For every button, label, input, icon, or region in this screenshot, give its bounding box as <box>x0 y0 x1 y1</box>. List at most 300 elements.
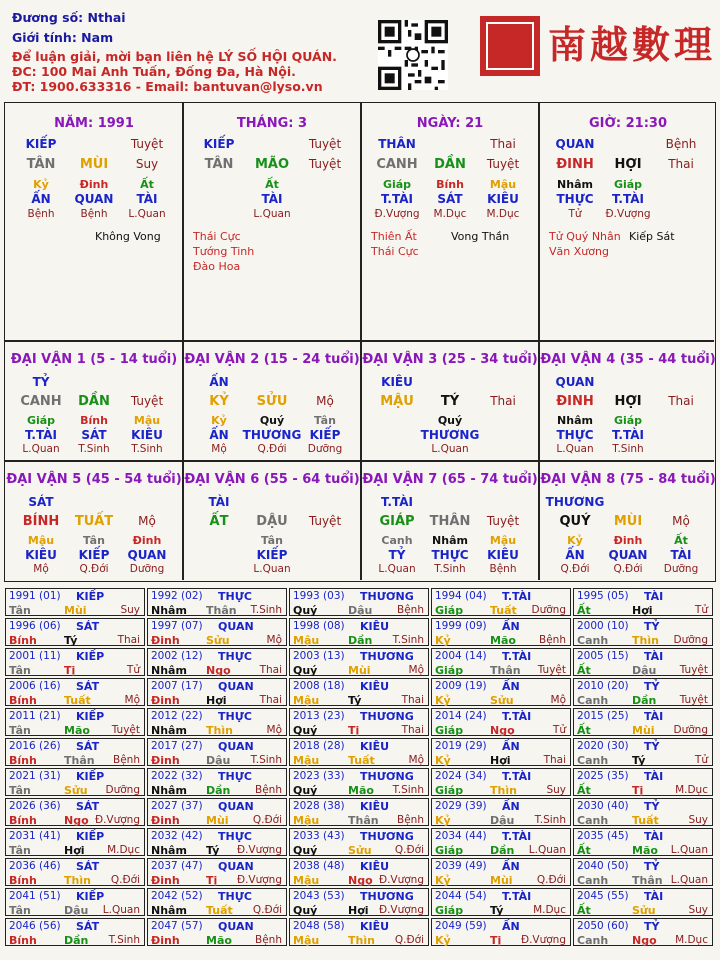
year-branch: Sửu <box>348 844 372 857</box>
hidden-life: Tử <box>568 208 582 220</box>
year-label: 2016 (26) <box>9 740 61 752</box>
year-cell <box>147 618 287 646</box>
hidden-god: SÁT <box>437 192 463 206</box>
year-branch: Dần <box>632 694 657 707</box>
year-cell <box>147 678 287 706</box>
year-cell <box>573 798 713 826</box>
year-label: 2032 (42) <box>151 830 203 842</box>
hidden-stem: Tân <box>261 534 283 547</box>
year-cell <box>289 708 429 736</box>
year-god: ẤN <box>502 800 520 813</box>
dai-van-title: ĐẠI VẬN 7 (65 - 74 tuổi) <box>362 472 538 487</box>
year-phase: Thai <box>117 634 140 646</box>
year-stem: Giáp <box>435 604 464 617</box>
phone-email-line: ĐT: 1900.633316 - Email: bantuvan@lyso.vn <box>12 79 323 94</box>
year-god: KIẾP <box>76 590 105 603</box>
hidden-stem: Ất <box>140 178 154 191</box>
year-phase: Thai <box>401 694 424 706</box>
year-phase: Suy <box>120 604 140 616</box>
year-branch: Ngọ <box>206 664 231 677</box>
pillar-phase: Tuyệt <box>308 157 342 171</box>
pillar-phase: Tuyệt <box>486 157 520 171</box>
hidden-god: QUAN <box>74 192 114 206</box>
year-god: KIẾP <box>76 710 105 723</box>
year-cell <box>147 918 287 946</box>
year-stem: Mậu <box>293 634 320 647</box>
dai-van-stem: QUÝ <box>559 514 591 529</box>
year-cell <box>573 858 713 886</box>
year-branch: Mùi <box>206 814 229 827</box>
year-branch: Thìn <box>64 874 91 887</box>
year-phase: Đ.Vượng <box>94 814 140 826</box>
pillar-stem: CANH <box>376 157 418 172</box>
year-phase: Suy <box>688 904 708 916</box>
year-god: SÁT <box>76 920 100 933</box>
hidden-life: L.Quan <box>22 443 60 455</box>
year-phase: Mộ <box>408 754 424 766</box>
dai-van-branch: DẬU <box>256 514 288 529</box>
hidden-god: KIÊU <box>487 548 519 562</box>
dai-van-title: ĐẠI VẬN 8 (75 - 84 tuổi) <box>540 472 716 487</box>
year-label: 2041 (51) <box>9 890 61 902</box>
year-cell <box>5 858 145 886</box>
year-cell <box>5 678 145 706</box>
year-branch: Tý <box>206 844 220 857</box>
year-phase: T.Sinh <box>108 934 140 946</box>
year-branch: Tị <box>490 934 502 947</box>
year-stem: Tân <box>9 844 31 857</box>
year-phase: Bệnh <box>539 634 566 646</box>
hidden-god: THỰC <box>556 428 594 442</box>
pillar-cell <box>5 103 183 340</box>
hidden-life: Đ.Vượng <box>605 208 651 220</box>
year-label: 2006 (16) <box>9 680 61 692</box>
hidden-god: QUAN <box>608 548 648 562</box>
year-cell <box>147 828 287 856</box>
hidden-stem: Tân <box>314 414 336 427</box>
year-stem: Nhâm <box>151 724 187 737</box>
year-phase: Bệnh <box>397 604 424 616</box>
year-god: ẤN <box>502 740 520 753</box>
year-branch: Sửu <box>490 694 514 707</box>
star-left: Thiên Ất <box>371 230 417 243</box>
year-branch: Sửu <box>64 784 88 797</box>
year-branch: Sửu <box>632 904 656 917</box>
year-god: THỰC <box>218 830 252 843</box>
year-label: 2009 (19) <box>435 680 487 692</box>
year-god: TỶ <box>644 800 660 813</box>
hidden-god: T.TÀI <box>612 192 644 206</box>
year-label: 2031 (41) <box>9 830 61 842</box>
dai-van-branch: TUẤT <box>74 514 114 529</box>
year-label: 2049 (59) <box>435 920 487 932</box>
year-stem: Canh <box>577 634 609 647</box>
year-cell <box>147 798 287 826</box>
year-stem: Ất <box>577 724 591 737</box>
hidden-god: T.TÀI <box>25 428 57 442</box>
year-god: THƯƠNG <box>360 650 414 663</box>
year-label: 2000 (10) <box>577 620 629 632</box>
year-stem: Giáp <box>435 784 464 797</box>
year-label: 1995 (05) <box>577 590 629 602</box>
year-god: QUAN <box>218 920 254 933</box>
hidden-life: Dưỡng <box>129 563 165 575</box>
year-cell <box>289 768 429 796</box>
year-stem: Quý <box>293 604 318 617</box>
year-label: 2042 (52) <box>151 890 203 902</box>
hidden-life: T.Sinh <box>612 443 644 455</box>
hidden-god: THƯƠNG <box>242 428 302 442</box>
dai-van-title: ĐẠI VẬN 6 (55 - 64 tuổi) <box>184 472 360 487</box>
year-cell <box>431 588 571 616</box>
year-phase: Đ.Vượng <box>236 844 282 856</box>
year-phase: Tuyệt <box>679 664 708 676</box>
year-label: 1991 (01) <box>9 590 61 602</box>
hidden-stem: Mậu <box>489 178 517 191</box>
year-phase: Tử <box>694 754 708 766</box>
hidden-god: KIÊU <box>487 192 519 206</box>
dai-van-phase: Mộ <box>672 514 690 528</box>
year-cell <box>573 648 713 676</box>
dai-van-god: QUAN <box>555 375 595 389</box>
year-stem: Nhâm <box>151 904 187 917</box>
year-cell <box>431 828 571 856</box>
pillar-branch: DẦN <box>434 157 466 172</box>
logo-title: 南越數理 <box>547 22 716 67</box>
year-god: SÁT <box>76 860 100 873</box>
year-stem: Kỷ <box>435 634 451 647</box>
year-branch: Dậu <box>632 664 657 677</box>
year-phase: Tử <box>552 724 566 736</box>
year-cell <box>573 618 713 646</box>
year-phase: Dưỡng <box>673 724 708 736</box>
hidden-god: THỰC <box>431 548 469 562</box>
year-label: 2019 (29) <box>435 740 487 752</box>
year-branch: Thân <box>490 664 521 677</box>
year-god: TÀI <box>644 770 664 783</box>
year-god: THỰC <box>218 590 252 603</box>
year-phase: Suy <box>688 814 708 826</box>
year-cell <box>5 618 145 646</box>
year-branch: Tuất <box>206 904 233 917</box>
year-stem: Bính <box>9 694 37 707</box>
pillar-title: NGÀY: 21 <box>416 116 484 131</box>
pillar-god: THÂN <box>378 137 416 151</box>
year-branch: Mùi <box>632 724 655 737</box>
year-stem: Giáp <box>435 724 464 737</box>
hidden-life: Đ.Vượng <box>374 208 420 220</box>
year-god: THỰC <box>218 650 252 663</box>
hidden-god: KIẾP <box>256 548 288 562</box>
year-god: KIẾP <box>76 890 105 903</box>
hidden-stem: Quý <box>437 414 463 427</box>
year-phase: T.Sinh <box>534 814 566 826</box>
year-god: TỶ <box>644 680 660 693</box>
year-label: 2024 (34) <box>435 770 487 782</box>
year-branch: Thân <box>632 874 663 887</box>
dai-van-cell <box>183 462 361 580</box>
dai-van-phase: Tuyệt <box>486 514 520 528</box>
year-stem: Quý <box>293 844 318 857</box>
year-cell <box>289 858 429 886</box>
year-branch: Ngọ <box>348 874 373 887</box>
hidden-life: L.Quan <box>431 443 469 455</box>
year-phase: Thai <box>259 664 282 676</box>
hidden-stem: Bính <box>436 178 464 191</box>
year-label: 1992 (02) <box>151 590 203 602</box>
year-god: THỰC <box>218 890 252 903</box>
year-cell <box>431 888 571 916</box>
year-cell <box>431 858 571 886</box>
year-label: 2021 (31) <box>9 770 61 782</box>
year-stem: Đinh <box>151 934 180 947</box>
year-god: T.TÀI <box>502 890 532 903</box>
pillar-branch: MÃO <box>254 157 290 172</box>
dai-van-branch: DẦN <box>78 394 110 409</box>
year-stem: Đinh <box>151 694 180 707</box>
year-cell <box>573 768 713 796</box>
year-cell <box>573 918 713 946</box>
year-stem: Đinh <box>151 754 180 767</box>
star-left: Văn Xương <box>549 245 609 258</box>
year-label: 2013 (23) <box>293 710 345 722</box>
year-phase: Q.Đới <box>252 814 282 826</box>
pillar-branch: MÙI <box>79 157 109 172</box>
year-cell <box>289 648 429 676</box>
year-label: 2038 (48) <box>293 860 345 872</box>
year-branch: Dần <box>348 634 373 647</box>
hidden-stem: Kỷ <box>211 414 227 427</box>
year-cell <box>289 738 429 766</box>
hidden-god: KIÊU <box>131 428 163 442</box>
year-phase: Tuyệt <box>679 694 708 706</box>
year-stem: Mậu <box>293 874 320 887</box>
year-label: 1993 (03) <box>293 590 345 602</box>
year-label: 2047 (57) <box>151 920 203 932</box>
year-branch: Tuất <box>632 814 659 827</box>
hidden-stem: Ất <box>674 534 688 547</box>
hidden-god: ẤN <box>209 428 229 442</box>
hidden-life: L.Quan <box>253 563 291 575</box>
hidden-stem: Quý <box>259 414 285 427</box>
year-cell <box>5 798 145 826</box>
hidden-life: Mộ <box>211 443 227 455</box>
hidden-god: T.TÀI <box>381 192 413 206</box>
year-phase: Thai <box>543 754 566 766</box>
year-stem: Quý <box>293 904 318 917</box>
year-stem: Nhâm <box>151 844 187 857</box>
year-stem: Canh <box>577 934 609 947</box>
gender: Giới tính: Nam <box>12 30 114 45</box>
pillar-cell <box>539 103 717 340</box>
pillar-phase-top: Tuyệt <box>308 137 342 151</box>
year-branch: Thìn <box>632 634 659 647</box>
dai-van-branch: SỬU <box>256 394 288 409</box>
year-phase: Thai <box>401 724 424 736</box>
year-phase: Bệnh <box>113 754 140 766</box>
year-god: ẤN <box>502 680 520 693</box>
hidden-life: Dưỡng <box>663 563 699 575</box>
year-stem: Giáp <box>435 844 464 857</box>
year-label: 2007 (17) <box>151 680 203 692</box>
year-stem: Đinh <box>151 874 180 887</box>
year-god: TỶ <box>644 860 660 873</box>
hidden-stem: Đinh <box>132 534 162 547</box>
dai-van-cell <box>5 342 183 460</box>
year-god: KIẾP <box>76 830 105 843</box>
year-cell <box>573 888 713 916</box>
year-branch: Ngọ <box>490 724 515 737</box>
year-phase: Tuyệt <box>111 724 140 736</box>
year-stem: Ất <box>577 784 591 797</box>
year-branch: Tị <box>206 874 218 887</box>
year-god: SÁT <box>76 680 100 693</box>
year-label: 2030 (40) <box>577 800 629 812</box>
dai-van-branch: THÂN <box>429 514 471 529</box>
year-branch: Tị <box>64 664 76 677</box>
year-phase: M.Dục <box>675 934 708 946</box>
contact-line: Để luận giải, mời bạn liên hệ LÝ SỐ HỘI QUÁN. <box>12 49 337 64</box>
pillar-branch: HỢI <box>614 157 642 172</box>
year-god: SÁT <box>76 800 100 813</box>
year-god: KIẾP <box>76 650 105 663</box>
pillar-phase-top: Bệnh <box>665 137 697 151</box>
qr-code-icon <box>378 20 448 90</box>
hidden-stem: Đinh <box>79 178 109 191</box>
year-stem: Đinh <box>151 814 180 827</box>
dai-van-title: ĐẠI VẬN 4 (35 - 44 tuổi) <box>540 352 716 367</box>
year-phase: T.Sinh <box>392 634 424 646</box>
hidden-life: T.Sinh <box>131 443 163 455</box>
year-cell <box>431 678 571 706</box>
year-branch: Thìn <box>206 724 233 737</box>
dai-van-stem: KỶ <box>209 394 229 409</box>
year-stem: Mậu <box>293 694 320 707</box>
year-god: THƯƠNG <box>360 830 414 843</box>
pillars-grid <box>4 102 716 582</box>
year-label: 1994 (04) <box>435 590 487 602</box>
year-stem: Quý <box>293 664 318 677</box>
year-god: T.TÀI <box>502 770 532 783</box>
header <box>0 0 720 100</box>
year-branch: Hợi <box>64 844 85 857</box>
year-label: 2022 (32) <box>151 770 203 782</box>
hidden-life: L.Quan <box>128 208 166 220</box>
hidden-stem: Tân <box>83 534 105 547</box>
year-god: KIÊU <box>360 800 390 813</box>
year-branch: Thân <box>348 814 379 827</box>
hidden-god: THƯƠNG <box>420 428 480 442</box>
hidden-god: QUAN <box>127 548 167 562</box>
year-phase: L.Quan <box>102 904 140 916</box>
hidden-life: M.Dục <box>433 208 467 220</box>
year-stem: Canh <box>577 874 609 887</box>
dai-van-god: KIÊU <box>381 375 413 389</box>
year-god: QUAN <box>218 800 254 813</box>
year-stem: Tân <box>9 904 31 917</box>
year-god: SÁT <box>76 620 100 633</box>
pillar-title: GIỜ: 21:30 <box>589 116 667 131</box>
year-stem: Tân <box>9 664 31 677</box>
year-branch: Tý <box>64 634 78 647</box>
dai-van-cell <box>539 462 717 580</box>
dai-van-phase: Tuyệt <box>308 514 342 528</box>
year-branch: Hợi <box>206 694 227 707</box>
year-phase: Q.Đới <box>394 844 424 856</box>
year-label: 2026 (36) <box>9 800 61 812</box>
year-cell <box>5 648 145 676</box>
year-branch: Sửu <box>206 634 230 647</box>
year-stem: Kỷ <box>435 874 451 887</box>
hidden-life: T.Sinh <box>78 443 110 455</box>
hidden-stem: Canh <box>381 534 413 547</box>
year-branch: Mão <box>206 934 232 947</box>
year-stem: Kỷ <box>435 694 451 707</box>
year-branch: Hợi <box>348 904 369 917</box>
year-god: KIÊU <box>360 680 390 693</box>
year-label: 2048 (58) <box>293 920 345 932</box>
year-branch: Tuất <box>348 754 375 767</box>
year-phase: Bệnh <box>255 784 282 796</box>
year-cell <box>289 618 429 646</box>
year-branch: Tị <box>348 724 360 737</box>
year-stem: Ất <box>577 664 591 677</box>
year-phase: Tử <box>126 664 140 676</box>
year-label: 2037 (47) <box>151 860 203 872</box>
dai-van-branch: TÝ <box>440 394 460 409</box>
year-label: 2015 (25) <box>577 710 629 722</box>
hidden-life: Dưỡng <box>307 443 343 455</box>
person-name: Đương số: Nthai <box>12 10 126 25</box>
year-label: 2034 (44) <box>435 830 487 842</box>
year-cell <box>431 618 571 646</box>
year-branch: Mão <box>490 634 516 647</box>
year-stem: Quý <box>293 784 318 797</box>
year-phase: Dưỡng <box>673 634 708 646</box>
dai-van-title: ĐẠI VẬN 3 (25 - 34 tuổi) <box>362 352 538 367</box>
pillar-title: THÁNG: 3 <box>236 116 308 131</box>
hidden-life: M.Dục <box>486 208 520 220</box>
year-phase: Mộ <box>124 694 140 706</box>
year-god: T.TÀI <box>502 590 532 603</box>
year-stem: Quý <box>293 724 318 737</box>
year-branch: Tý <box>632 754 646 767</box>
year-phase: Đ.Vượng <box>236 874 282 886</box>
year-stem: Kỷ <box>435 814 451 827</box>
pillar-phase-top: Tuyệt <box>130 137 164 151</box>
year-phase: Q.Đới <box>536 874 566 886</box>
year-label: 2050 (60) <box>577 920 629 932</box>
year-phase: Tuyệt <box>537 664 566 676</box>
dai-van-god: TỶ <box>32 375 50 389</box>
hidden-stem: Đinh <box>613 534 643 547</box>
hidden-life: Bệnh <box>489 563 517 575</box>
pillar-title: NĂM: 1991 <box>54 116 134 131</box>
year-cell <box>431 798 571 826</box>
pillar-phase: Thai <box>668 157 694 171</box>
year-stem: Canh <box>577 694 609 707</box>
hidden-stem: Giáp <box>26 414 56 427</box>
year-cell <box>5 738 145 766</box>
year-label: 2033 (43) <box>293 830 345 842</box>
year-cell <box>289 678 429 706</box>
year-god: THỰC <box>218 770 252 783</box>
year-phase: Q.Đới <box>252 904 282 916</box>
hidden-life: Q.Đới <box>613 563 643 575</box>
year-phase: Mộ <box>550 694 566 706</box>
year-cell <box>573 828 713 856</box>
year-branch: Dần <box>206 784 231 797</box>
